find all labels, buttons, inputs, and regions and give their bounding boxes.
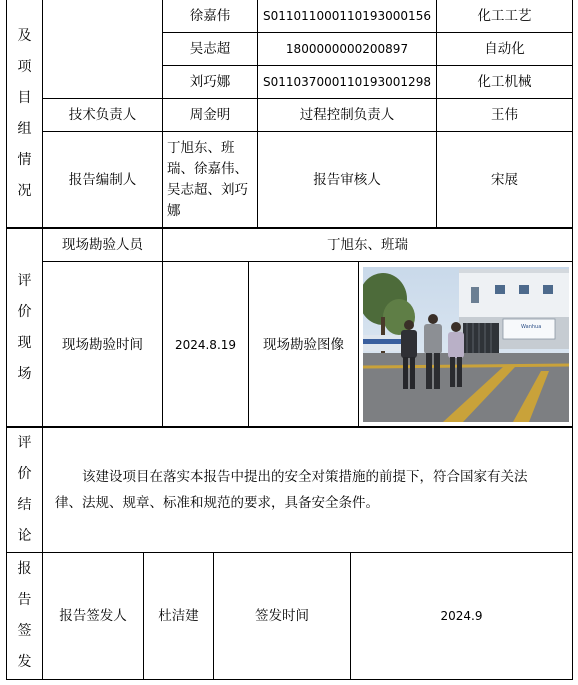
report-editor-names: 丁旭东、班瑞、徐嘉伟、吴志超、刘巧娜 bbox=[163, 132, 258, 228]
team-side-label: 及 项 目 组 情 况 bbox=[7, 0, 43, 228]
process-lead-name: 王伟 bbox=[437, 99, 573, 132]
issuance-table bbox=[6, 552, 573, 680]
survey-staff-names: 丁旭东、班瑞 bbox=[163, 229, 573, 262]
conclusion-side-label: 评 价 结 论 bbox=[7, 427, 43, 553]
member-name: 徐嘉伟 bbox=[163, 0, 258, 33]
member-major: 化工机械 bbox=[437, 66, 573, 99]
survey-time-value: 2024.8.19 bbox=[163, 262, 249, 428]
member-cert: 1800000000200897 bbox=[258, 33, 437, 66]
tech-lead-label: 技术负责人 bbox=[43, 99, 163, 132]
member-name: 吴志超 bbox=[163, 33, 258, 66]
issue-time-label: 签发时间 bbox=[214, 553, 351, 680]
member-cert: S011011000110193000156 bbox=[258, 0, 437, 33]
report-reviewer-label: 报告审核人 bbox=[258, 132, 437, 228]
survey-staff-label: 现场勘验人员 bbox=[43, 229, 163, 262]
tech-lead-name: 周金明 bbox=[163, 99, 258, 132]
photo-sign-text: Wanhua bbox=[520, 324, 541, 330]
survey-time-label: 现场勘验时间 bbox=[43, 262, 163, 428]
issue-time-value: 2024.9 bbox=[351, 553, 573, 680]
conclusion-text: 该建设项目在落实本报告中提出的安全对策措施的前提下，符合国家有关法律、法规、规章、标准和规范的要求，具备安全条件。 bbox=[43, 427, 573, 553]
site-survey-photo bbox=[363, 267, 569, 422]
project-team-table bbox=[6, 0, 573, 228]
survey-image-label: 现场勘验图像 bbox=[249, 262, 359, 428]
conclusion-table bbox=[6, 426, 573, 553]
member-name: 刘巧娜 bbox=[163, 66, 258, 99]
report-reviewer-name: 宋展 bbox=[437, 132, 573, 228]
issuer-name: 杜洁建 bbox=[144, 553, 214, 680]
members-blank-cell bbox=[43, 0, 163, 99]
survey-photo-cell bbox=[359, 262, 573, 428]
site-survey-table bbox=[6, 228, 573, 428]
member-cert: S011037000110193001298 bbox=[258, 66, 437, 99]
member-major: 自动化 bbox=[437, 33, 573, 66]
member-major: 化工工艺 bbox=[437, 0, 573, 33]
issuance-side-label: 报 告 签 发 bbox=[7, 553, 43, 680]
report-editor-label: 报告编制人 bbox=[43, 132, 163, 228]
issuer-label: 报告签发人 bbox=[43, 553, 144, 680]
process-lead-label: 过程控制负责人 bbox=[258, 99, 437, 132]
survey-side-label: 评 价 现 场 bbox=[7, 229, 43, 428]
